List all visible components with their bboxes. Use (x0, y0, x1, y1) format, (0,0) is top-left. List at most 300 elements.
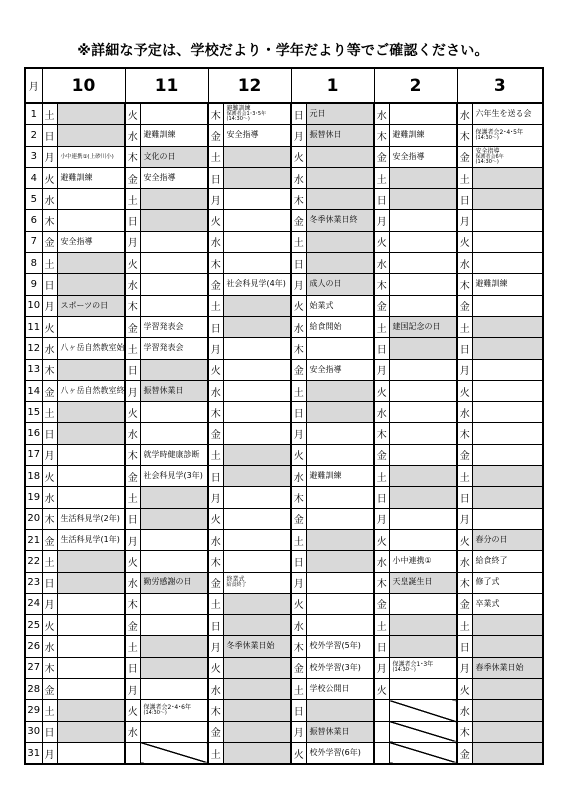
weekday-cell: 土 (208, 295, 223, 316)
event-cell (306, 466, 374, 487)
calendar-body (25, 103, 543, 764)
day-number: 20 (25, 508, 42, 529)
event-text: 給食開始 (309, 321, 342, 331)
event-cell (57, 636, 125, 657)
event-cell (472, 636, 543, 657)
event-cell (306, 615, 374, 636)
event-cell (389, 679, 457, 700)
event-cell (389, 295, 457, 316)
event-cell (306, 700, 374, 721)
event-cell (306, 274, 374, 295)
event-cell (472, 274, 543, 295)
event-cell (389, 636, 457, 657)
event-cell (57, 146, 125, 167)
weekday-cell: 水 (291, 466, 306, 487)
weekday-cell: 月 (42, 295, 57, 316)
table-row (25, 231, 543, 252)
event-cell (140, 487, 208, 508)
event-cell (140, 466, 208, 487)
event-text: 社会科見学(4年) (226, 279, 286, 289)
day-number: 1 (25, 103, 42, 125)
weekday-cell: 火 (125, 700, 140, 721)
weekday-cell: 日 (208, 466, 223, 487)
event-cell (57, 359, 125, 380)
table-row (25, 125, 543, 146)
event-cell (140, 316, 208, 337)
weekday-cell: 火 (125, 402, 140, 423)
event-cell (389, 316, 457, 337)
weekday-cell: 土 (125, 338, 140, 359)
event-subtext: 保護者会1･3･5年 (226, 111, 267, 118)
event-cell (472, 742, 543, 764)
weekday-cell: 木 (374, 423, 389, 444)
event-cell (472, 231, 543, 252)
event-cell (57, 167, 125, 188)
weekday-cell: 金 (42, 529, 57, 550)
event-cell (140, 636, 208, 657)
day-number: 31 (25, 742, 42, 764)
day-number: 17 (25, 444, 42, 465)
event-cell (223, 167, 291, 188)
weekday-cell (374, 700, 389, 721)
event-cell (306, 167, 374, 188)
event-subtext: (14:30～) (392, 667, 416, 674)
event-text: 春季休業日始 (475, 662, 524, 672)
event-cell (140, 338, 208, 359)
event-cell (472, 103, 543, 125)
weekday-cell: 火 (457, 679, 472, 700)
weekday-cell: 火 (42, 615, 57, 636)
event-subtext: 給食終了 (226, 582, 247, 589)
table-row (25, 721, 543, 742)
month-header: 10 (42, 68, 125, 103)
weekday-cell: 土 (291, 231, 306, 252)
weekday-cell: 火 (291, 295, 306, 316)
month-header: 12 (208, 68, 291, 103)
weekday-cell: 火 (208, 359, 223, 380)
event-cell (472, 146, 543, 167)
weekday-cell: 水 (125, 572, 140, 593)
event-cell (223, 444, 291, 465)
weekday-cell: 月 (208, 636, 223, 657)
weekday-cell: 日 (42, 125, 57, 146)
event-cell (223, 679, 291, 700)
day-number: 9 (25, 274, 42, 295)
event-subtext: (14:30～) (475, 158, 499, 165)
weekday-cell: 日 (291, 402, 306, 423)
event-cell (306, 253, 374, 274)
event-cell (223, 700, 291, 721)
event-text: 安全指導 (309, 364, 342, 374)
event-text: 小中連携①(上砂川小) (60, 154, 114, 161)
event-cell (57, 593, 125, 614)
event-cell (57, 508, 125, 529)
event-cell (472, 529, 543, 550)
weekday-cell: 金 (208, 572, 223, 593)
event-cell (223, 189, 291, 210)
weekday-cell: 金 (374, 295, 389, 316)
event-subtext: 保護者会6年 (475, 153, 504, 160)
event-cell (57, 444, 125, 465)
weekday-cell: 火 (374, 231, 389, 252)
weekday-cell: 金 (457, 295, 472, 316)
event-cell (223, 508, 291, 529)
event-text: 避難訓練 (143, 130, 176, 140)
table-row (25, 189, 543, 210)
event-cell (140, 189, 208, 210)
weekday-cell: 日 (208, 316, 223, 337)
table-row (25, 615, 543, 636)
event-cell (57, 551, 125, 572)
event-text: 卒業式 (475, 598, 500, 608)
day-number: 19 (25, 487, 42, 508)
event-text: 校外学習(6年) (309, 747, 361, 757)
weekday-cell: 土 (374, 167, 389, 188)
weekday-cell: 水 (374, 253, 389, 274)
day-number: 25 (25, 615, 42, 636)
event-cell (389, 657, 457, 678)
weekday-cell: 火 (42, 316, 57, 337)
event-text: 学校公開日 (309, 683, 350, 693)
event-cell (472, 167, 543, 188)
event-text: 勤労感謝の日 (143, 577, 192, 587)
weekday-cell: 土 (125, 189, 140, 210)
weekday-cell: 日 (208, 167, 223, 188)
event-cell (223, 338, 291, 359)
weekday-cell: 日 (42, 423, 57, 444)
event-cell (472, 551, 543, 572)
event-cell (472, 487, 543, 508)
weekday-cell: 日 (42, 274, 57, 295)
event-cell (140, 657, 208, 678)
weekday-cell: 水 (42, 636, 57, 657)
weekday-cell: 月 (125, 529, 140, 550)
weekday-cell: 水 (457, 402, 472, 423)
weekday-cell: 水 (291, 316, 306, 337)
table-row (25, 679, 543, 700)
event-cell (140, 231, 208, 252)
event-cell (306, 679, 374, 700)
event-text: 保護者会1･3年 (392, 661, 434, 669)
weekday-cell: 木 (42, 210, 57, 231)
weekday-cell: 日 (374, 338, 389, 359)
event-cell (389, 508, 457, 529)
event-cell (140, 444, 208, 465)
weekday-cell: 火 (374, 529, 389, 550)
event-cell (140, 615, 208, 636)
event-text: 避難訓練 (392, 130, 425, 140)
event-cell (223, 721, 291, 742)
day-number: 24 (25, 593, 42, 614)
weekday-cell: 水 (208, 529, 223, 550)
month-header: 1 (291, 68, 374, 103)
event-cell (57, 231, 125, 252)
event-cell (472, 700, 543, 721)
event-cell (223, 487, 291, 508)
event-cell (389, 466, 457, 487)
event-cell (472, 657, 543, 678)
weekday-cell (374, 721, 389, 742)
event-cell (306, 742, 374, 764)
weekday-cell: 木 (42, 508, 57, 529)
weekday-cell: 木 (42, 359, 57, 380)
event-cell (140, 508, 208, 529)
weekday-cell: 火 (42, 167, 57, 188)
weekday-cell: 日 (374, 487, 389, 508)
table-row (25, 487, 543, 508)
table-row (25, 295, 543, 316)
table-row (25, 146, 543, 167)
event-text: 保護者会2･4･6年 (143, 703, 191, 711)
event-cell (140, 551, 208, 572)
weekday-cell: 日 (457, 636, 472, 657)
event-text: 成人の日 (309, 279, 342, 289)
event-cell (472, 295, 543, 316)
weekday-cell: 水 (125, 274, 140, 295)
event-cell (223, 210, 291, 231)
weekday-cell: 月 (374, 210, 389, 231)
day-number: 8 (25, 253, 42, 274)
weekday-cell: 月 (374, 359, 389, 380)
weekday-cell: 木 (125, 146, 140, 167)
event-cell (306, 529, 374, 550)
event-cell (57, 295, 125, 316)
event-cell (389, 487, 457, 508)
event-cell (472, 253, 543, 274)
table-row (25, 444, 543, 465)
event-cell (57, 487, 125, 508)
weekday-cell: 木 (374, 572, 389, 593)
weekday-cell: 土 (208, 742, 223, 764)
event-text: 冬季休業日終 (309, 215, 358, 225)
day-number: 13 (25, 359, 42, 380)
day-number: 30 (25, 721, 42, 742)
table-row (25, 742, 543, 764)
event-text: 春分の日 (475, 534, 508, 544)
table-row (25, 657, 543, 678)
event-cell (223, 103, 291, 125)
day-number: 12 (25, 338, 42, 359)
weekday-cell: 土 (125, 487, 140, 508)
event-cell (472, 380, 543, 401)
day-number: 21 (25, 529, 42, 550)
weekday-cell: 火 (457, 529, 472, 550)
event-cell (472, 721, 543, 742)
event-cell (306, 402, 374, 423)
event-cell (472, 444, 543, 465)
event-cell (57, 572, 125, 593)
event-cell (57, 700, 125, 721)
event-cell (57, 380, 125, 401)
event-cell (306, 125, 374, 146)
weekday-cell: 土 (457, 167, 472, 188)
event-cell (140, 529, 208, 550)
event-cell (140, 572, 208, 593)
weekday-cell: 土 (457, 615, 472, 636)
event-cell (140, 380, 208, 401)
weekday-cell: 土 (42, 253, 57, 274)
event-text: スポーツの日 (60, 300, 109, 310)
nonexistent-date-cell (389, 721, 457, 742)
event-text: 社会科見学(3年) (143, 471, 203, 480)
weekday-cell: 金 (374, 444, 389, 465)
weekday-cell: 土 (42, 402, 57, 423)
weekday-cell: 月 (42, 444, 57, 465)
day-number: 15 (25, 402, 42, 423)
event-cell (57, 125, 125, 146)
annual-calendar-table (24, 67, 544, 765)
weekday-cell: 日 (42, 721, 57, 742)
event-cell (306, 636, 374, 657)
weekday-cell: 木 (457, 274, 472, 295)
weekday-cell: 木 (457, 423, 472, 444)
event-text: 建国記念の日 (392, 321, 441, 331)
weekday-cell: 木 (125, 444, 140, 465)
day-number: 23 (25, 572, 42, 593)
event-cell (140, 253, 208, 274)
month-header-row (25, 68, 543, 103)
weekday-cell: 金 (291, 210, 306, 231)
weekday-cell: 水 (125, 125, 140, 146)
weekday-cell: 月 (42, 593, 57, 614)
table-row (25, 359, 543, 380)
weekday-cell: 木 (291, 189, 306, 210)
event-cell (306, 593, 374, 614)
event-cell (306, 572, 374, 593)
event-text: 就学時健康診断 (143, 449, 200, 459)
event-cell (389, 402, 457, 423)
table-row (25, 103, 543, 125)
event-text: 始業式 (309, 300, 334, 310)
weekday-cell: 土 (374, 316, 389, 337)
event-text: 小中連携① (392, 556, 432, 566)
weekday-cell: 金 (125, 466, 140, 487)
weekday-cell: 日 (374, 189, 389, 210)
weekday-cell: 日 (208, 615, 223, 636)
month-corner-label: 月 (25, 68, 42, 103)
day-number: 3 (25, 146, 42, 167)
event-cell (472, 466, 543, 487)
weekday-cell: 月 (208, 189, 223, 210)
event-cell (57, 274, 125, 295)
event-text: 冬季休業日始 (226, 641, 275, 651)
event-cell (223, 551, 291, 572)
event-text: 振替休日 (309, 130, 342, 140)
event-text: 学習発表会 (143, 343, 184, 353)
weekday-cell: 木 (457, 721, 472, 742)
table-row (25, 551, 543, 572)
event-cell (57, 253, 125, 274)
weekday-cell: 金 (374, 593, 389, 614)
event-cell (472, 402, 543, 423)
weekday-cell: 火 (291, 146, 306, 167)
event-cell (140, 423, 208, 444)
day-number: 16 (25, 423, 42, 444)
weekday-cell: 金 (42, 380, 57, 401)
event-cell (306, 721, 374, 742)
event-text: 安全指導 (143, 172, 176, 182)
event-cell (140, 359, 208, 380)
table-row (25, 402, 543, 423)
weekday-cell: 土 (42, 103, 57, 125)
day-number: 10 (25, 295, 42, 316)
event-cell (223, 125, 291, 146)
event-cell (57, 466, 125, 487)
day-number: 18 (25, 466, 42, 487)
event-text: 振替休業日 (143, 385, 184, 395)
weekday-cell: 水 (457, 551, 472, 572)
weekday-cell: 木 (374, 125, 389, 146)
event-cell (140, 125, 208, 146)
event-cell (389, 210, 457, 231)
weekday-cell: 火 (291, 444, 306, 465)
event-cell (140, 295, 208, 316)
weekday-cell: 月 (291, 423, 306, 444)
weekday-cell: 火 (42, 466, 57, 487)
day-number: 29 (25, 700, 42, 721)
weekday-cell: 月 (208, 338, 223, 359)
weekday-cell: 金 (125, 615, 140, 636)
weekday-cell: 土 (374, 615, 389, 636)
event-cell (306, 295, 374, 316)
weekday-cell: 日 (374, 636, 389, 657)
weekday-cell: 火 (208, 657, 223, 678)
weekday-cell: 金 (208, 274, 223, 295)
event-cell (57, 423, 125, 444)
weekday-cell: 土 (208, 444, 223, 465)
weekday-cell: 日 (457, 189, 472, 210)
event-cell (57, 316, 125, 337)
weekday-cell: 火 (457, 231, 472, 252)
table-row (25, 423, 543, 444)
weekday-cell: 金 (42, 679, 57, 700)
event-cell (389, 444, 457, 465)
weekday-cell: 火 (374, 380, 389, 401)
day-number: 5 (25, 189, 42, 210)
weekday-cell: 日 (125, 657, 140, 678)
weekday-cell: 水 (374, 103, 389, 125)
table-row (25, 380, 543, 401)
weekday-cell: 金 (42, 231, 57, 252)
day-number: 2 (25, 125, 42, 146)
weekday-cell: 月 (125, 679, 140, 700)
weekday-cell: 水 (42, 487, 57, 508)
event-cell (57, 657, 125, 678)
weekday-cell: 水 (208, 231, 223, 252)
weekday-cell: 木 (291, 487, 306, 508)
table-row (25, 593, 543, 614)
event-cell (306, 210, 374, 231)
weekday-cell: 水 (457, 103, 472, 125)
table-row (25, 508, 543, 529)
event-text: 終業式 (226, 576, 245, 584)
event-text: 安全指導 (60, 236, 93, 246)
day-number: 11 (25, 316, 42, 337)
event-cell (223, 657, 291, 678)
table-row (25, 316, 543, 337)
weekday-cell: 木 (125, 295, 140, 316)
weekday-cell: 金 (208, 125, 223, 146)
nonexistent-date-cell (389, 742, 457, 764)
weekday-cell: 月 (208, 487, 223, 508)
event-text: 振替休業日 (309, 726, 350, 736)
weekday-cell: 月 (291, 125, 306, 146)
nonexistent-date-cell (140, 742, 208, 764)
event-cell (306, 231, 374, 252)
event-text: 給食終了 (475, 556, 508, 566)
event-cell (57, 189, 125, 210)
event-cell (472, 359, 543, 380)
